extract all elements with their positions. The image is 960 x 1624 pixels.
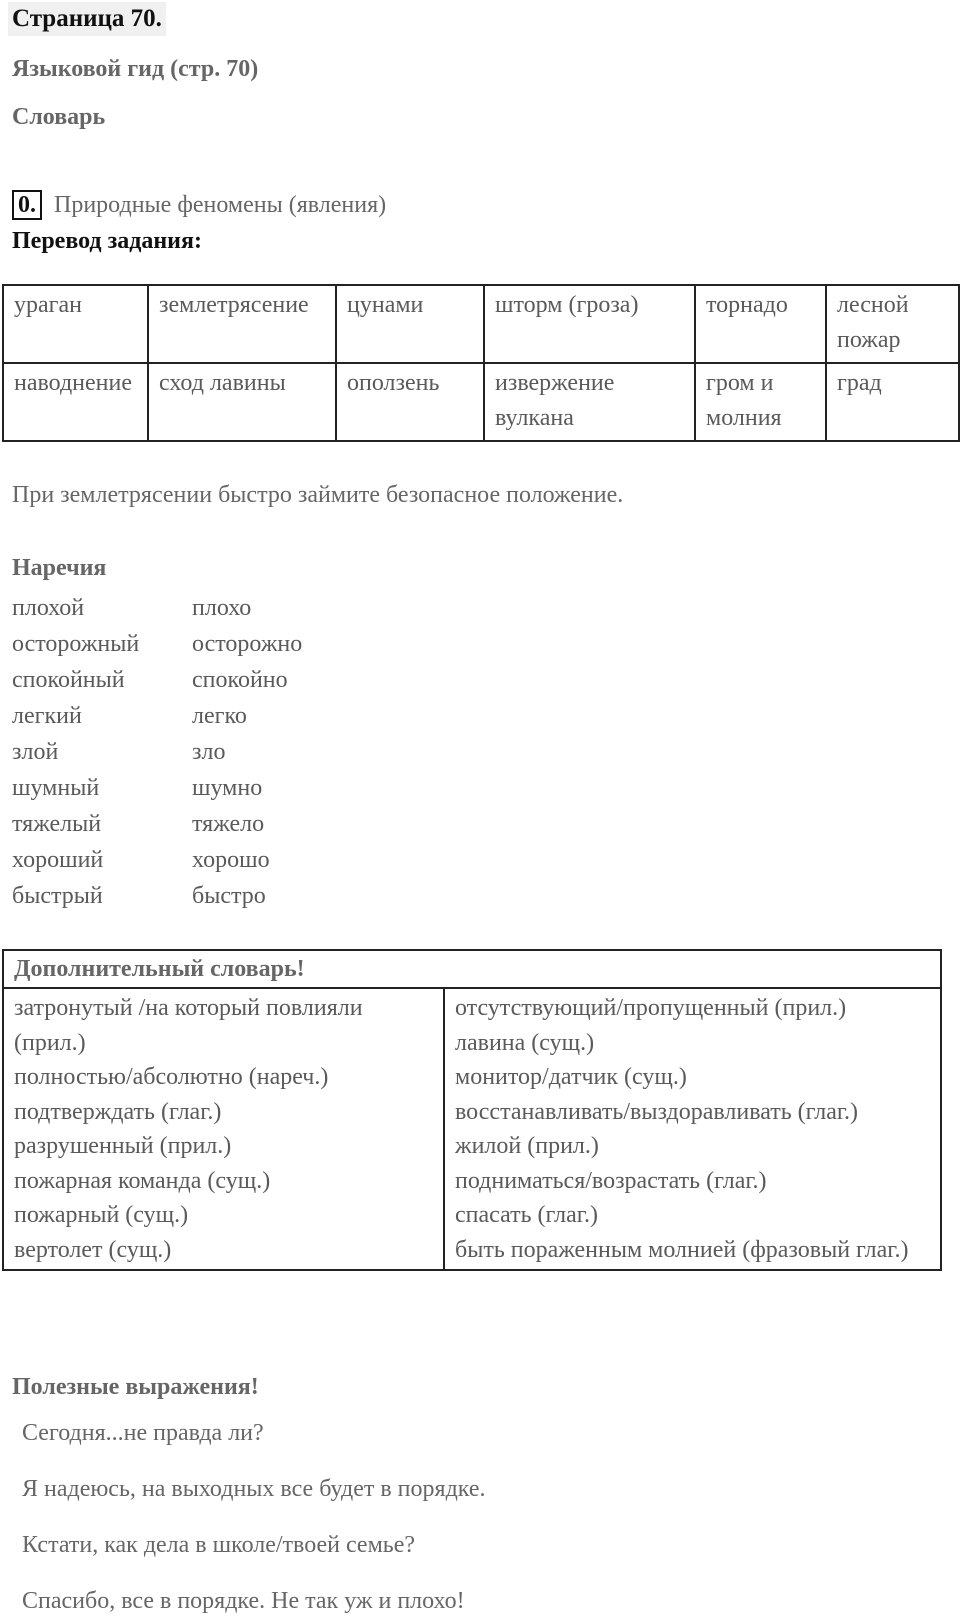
adverb: шумно	[192, 775, 263, 801]
page-title: Страница 70.	[8, 2, 166, 36]
list-item	[12, 734, 302, 770]
task-number-box: 0.	[12, 190, 42, 220]
adjective: осторожный	[12, 631, 140, 657]
list-item: пожарный (сущ.)	[14, 1202, 189, 1228]
phenomena-table	[2, 284, 960, 442]
task-line	[12, 190, 386, 220]
list-item	[12, 662, 302, 698]
adjective: спокойный	[12, 667, 125, 693]
list-item: монитор/датчик (сущ.)	[455, 1064, 687, 1090]
adverb: зло	[192, 739, 226, 765]
list-item: разрушенный (прил.)	[14, 1133, 232, 1159]
list-item	[12, 806, 302, 842]
adverbs-heading: Наречия	[12, 555, 107, 581]
list-item: полностью/абсолютно (нареч.)	[14, 1064, 329, 1090]
list-item: восстанавливать/выздоравливать (глаг.)	[455, 1098, 859, 1125]
list-item	[12, 842, 302, 878]
extra-vocabulary-right-column	[444, 988, 941, 1270]
adjective: хороший	[12, 847, 104, 873]
phrase-item: Сегодня...не правда ли?	[22, 1420, 264, 1446]
list-item	[12, 590, 302, 626]
table-row	[3, 285, 959, 363]
table-cell: землетрясение	[148, 285, 336, 363]
extra-vocabulary-table	[2, 949, 942, 1271]
list-item	[12, 878, 302, 914]
table-cell: ураган	[3, 285, 148, 363]
table-cell: гром и молния	[695, 363, 826, 441]
task-title: Природные феномены (явления)	[54, 191, 387, 218]
table-cell: град	[826, 363, 959, 441]
language-guide-title: Языковой гид (стр. 70)	[12, 56, 259, 82]
table-cell: сход лавины	[148, 363, 336, 441]
useful-phrases-heading: Полезные выражения!	[12, 1374, 259, 1400]
example-sentence: При землетрясении быстро займите безопасное положение.	[12, 482, 624, 508]
list-item: пожарная команда (сущ.)	[14, 1167, 271, 1194]
adverb: плохо	[192, 595, 252, 621]
adjective: легкий	[12, 703, 82, 729]
adverb: быстро	[192, 883, 266, 909]
adjective: злой	[12, 739, 59, 765]
table-cell: оползень	[336, 363, 484, 441]
phrase-item: Спасибо, все в порядке. Не так уж и плохо!	[22, 1588, 465, 1614]
adverb: легко	[192, 703, 247, 729]
table-cell: цунами	[336, 285, 484, 363]
list-item: спасать (глаг.)	[455, 1202, 598, 1228]
extra-vocabulary-left-column	[3, 988, 444, 1270]
adjective: быстрый	[12, 883, 103, 909]
adverb: осторожно	[192, 631, 303, 657]
adjective: плохой	[12, 595, 85, 621]
list-item: подтверждать (глаг.)	[14, 1098, 222, 1125]
extra-vocabulary-heading: Дополнительный словарь!	[3, 950, 941, 988]
list-item: вертолет (сущ.)	[14, 1236, 172, 1263]
list-item	[12, 626, 302, 662]
list-item: быть пораженным молнией (фразовый глаг.)	[455, 1236, 909, 1263]
list-item: отсутствующий/пропущенный (прил.)	[455, 995, 847, 1021]
list-item: жилой (прил.)	[455, 1133, 599, 1159]
table-cell: лесной пожар	[826, 285, 959, 363]
table-row	[3, 363, 959, 441]
adverbs-list	[12, 590, 302, 914]
table-cell: извержение вулкана	[484, 363, 695, 441]
list-item	[12, 770, 302, 806]
list-item: затронутый /на который повлияли (прил.)	[14, 995, 363, 1056]
table-cell: торнадо	[695, 285, 826, 363]
list-item: лавина (сущ.)	[455, 1029, 595, 1056]
adverb: спокойно	[192, 667, 288, 693]
adjective: тяжелый	[12, 811, 102, 837]
list-item	[12, 698, 302, 734]
table-cell: наводнение	[3, 363, 148, 441]
table-cell: шторм (гроза)	[484, 285, 695, 363]
adjective: шумный	[12, 775, 100, 801]
phrase-item: Я надеюсь, на выходных все будет в порядке.	[22, 1476, 486, 1502]
adverb: тяжело	[192, 811, 265, 837]
adverb: хорошо	[192, 847, 270, 873]
list-item: подниматься/возрастать (глаг.)	[455, 1167, 767, 1194]
vocabulary-heading: Словарь	[12, 104, 106, 130]
phrase-item: Кстати, как дела в школе/твоей семье?	[22, 1532, 416, 1558]
translation-heading: Перевод задания:	[12, 228, 202, 254]
